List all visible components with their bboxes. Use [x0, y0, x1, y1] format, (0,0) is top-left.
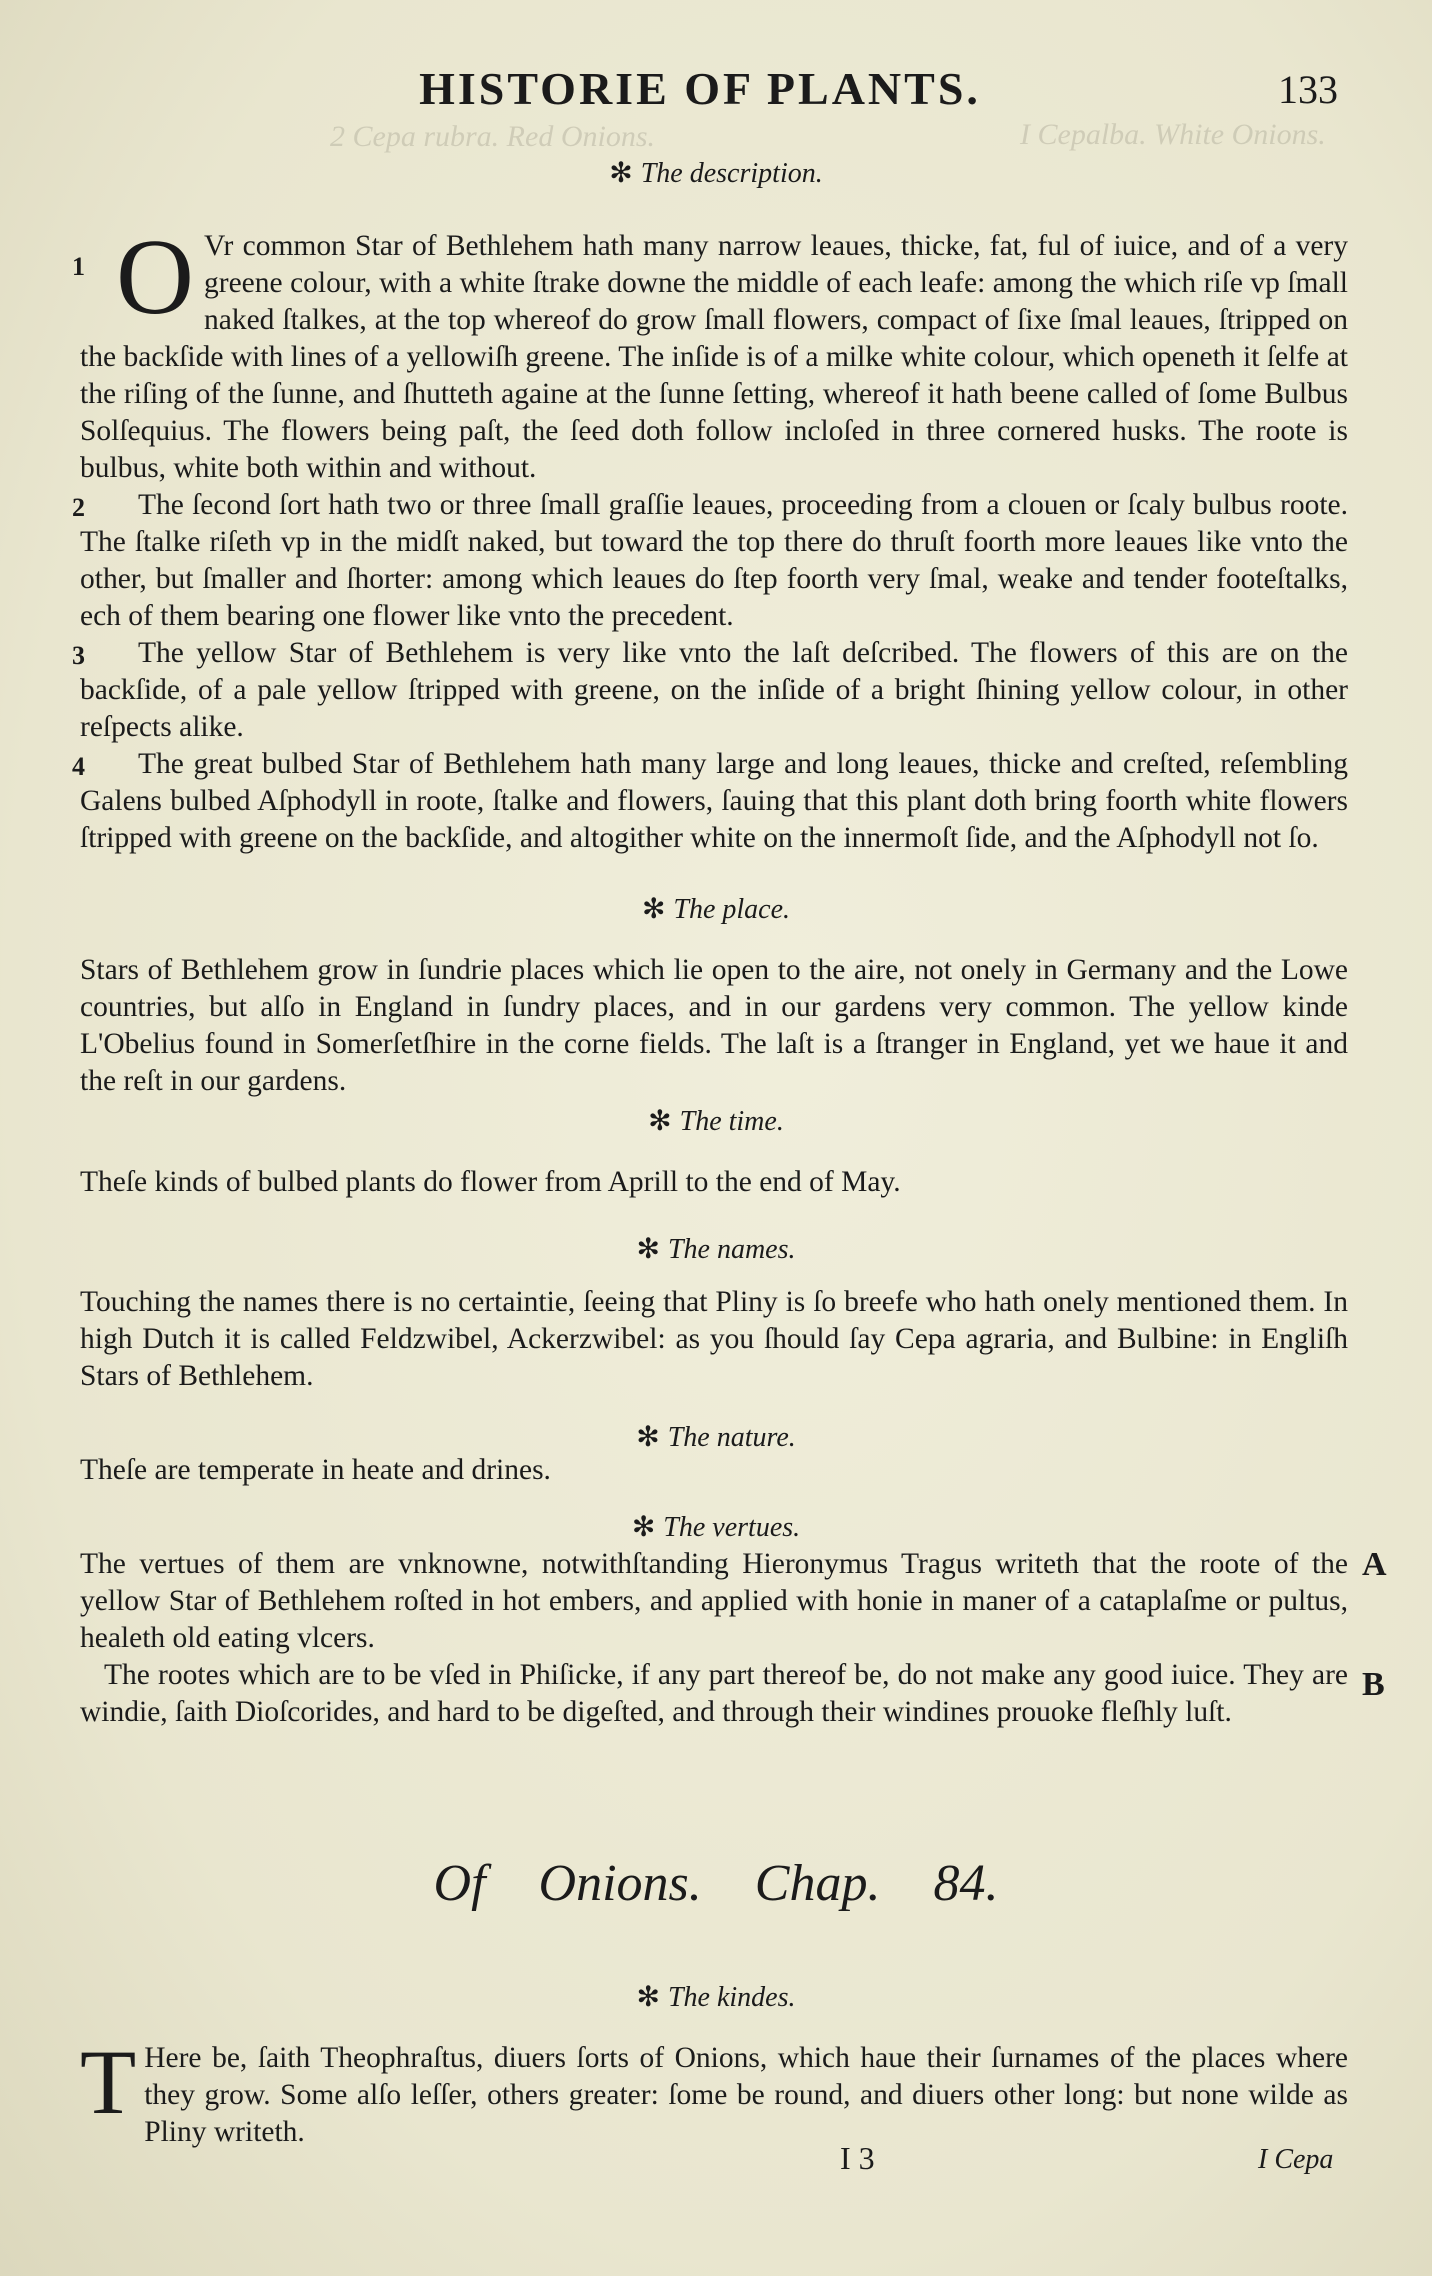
- asterism-icon: ✻: [641, 894, 666, 925]
- description-paragraph-2: 2 The ſecond ſort hath two or three ſmall graſſie leaues, proceeding from a clouen or ſcaly bulbus roote. The ſtalke riſeth vp in the midſt naked, but toward the top there do thruſt foorth more leaues like vnto the other, but ſmaller and ſhorter: among which leaues do ſtep foorth very ſmal, weake and tender footeſtalks, ech of them bearing one flower like vnto the precedent.: [72, 489, 1348, 632]
- asterism-icon: ✻: [636, 1234, 660, 1265]
- place-paragraph: Stars of Bethlehem grow in ſundrie places which lie open to the aire, not onely in Germany and the Lowe countries, but alſo in England in ſundry places, and in our gardens very common. The yellow kinde L'Obelius found in Somerſetſhire in the corne fields. The laſt is a ſtranger in England, yet we haue it and the reſt in our gardens.: [80, 954, 1348, 1097]
- catchword: I Cepa: [1258, 2144, 1334, 2175]
- section-heading-names: ✻ The names.: [636, 1234, 796, 1265]
- asterism-icon: ✻: [636, 1982, 660, 2013]
- time-paragraph: Theſe kinds of bulbed plants do flower from Aprill to the end of May.: [80, 1166, 901, 1198]
- vertues-block: [80, 1546, 1348, 1731]
- chapter-title: Of Onions.: [433, 1855, 702, 1912]
- chapter-number: Chap. 84.: [754, 1855, 999, 1912]
- section-heading-description: ✻ The description.: [609, 158, 823, 189]
- asterism-icon: ✻: [636, 1422, 660, 1453]
- kindes-paragraph: T Here be, ſaith Theophraſtus, diuers ſorts of Onions, which haue their ſurnames of the places where they grow. Some alſo leſſer, others greater: ſome be round, and diuers other long: but none wilde as Pliny writeth.: [80, 2031, 1348, 2148]
- vertues-paragraph-2: The rootes which are to be vſed in Phiſicke, if any part thereof be, do not make any good iuice. They are windie, ſaith Dioſcorides, and hard to be digeſted, and through their windines prouoke fleſhly luſt.: [80, 1659, 1348, 1728]
- margin-letter-a: A: [1362, 1546, 1387, 1583]
- description-block: [72, 218, 1348, 857]
- showthrough-left-caption: 2 Cepa rubra. Red Onions.: [330, 120, 655, 153]
- paragraph-number: 2: [72, 493, 85, 522]
- showthrough-right-caption: I Cepalba. White Onions.: [1020, 118, 1326, 151]
- description-paragraph-4: 4 The great bulbed Star of Bethlehem hath many large and long leaues, thicke and creſted, reſembling Galens bulbed Aſphodyll in roote, ſtalke and flowers, ſauing that this plant doth bring foorth white flowers ſtripped with greene on the backſide, and altogither white on the innermoſt ſide, and the Aſphodyll not ſo.: [72, 748, 1348, 854]
- page-number: 133: [1278, 67, 1338, 112]
- description-paragraph-3: 3 The yellow Star of Bethlehem is very like vnto the laſt deſcribed. The flowers of this are on the backſide, of a pale yellow ſtripped with greene, on the inſide of a bright ſhining yellow colour, in other reſpects alike.: [72, 637, 1348, 743]
- vertues-paragraph-1: The vertues of them are vnknowne, notwithſtanding Hieronymus Tragus writeth that the roote of the yellow Star of Bethlehem roſted in hot embers, and applied with honie in maner of a cataplaſme or pultus, healeth old eating vlcers.: [80, 1548, 1348, 1654]
- nature-paragraph: Theſe are temperate in heate and drines.: [80, 1454, 551, 1486]
- section-heading-vertues: ✻ The vertues.: [631, 1512, 801, 1543]
- description-paragraph-1: 1 O Vr common Star of Bethlehem hath many narrow leaues, thicke, fat, ful of iuice, and of a very greene colour, with a white ſtrake downe the middle of each leafe: among the which riſe vp ſmall naked ſtalkes, at the top whereof do grow ſmall flowers, compact of ſixe ſmal leaues, ſtripped on the backſide with lines of a yellowiſh greene. The inſide is of a milke white colour, which openeth it ſelfe at the riſing of the ſunne, and ſhutteth againe at the ſunne ſetting, whereof it hath beene called of ſome Bulbus Solſequius. The flowers being paſt, the ſeed doth follow incloſed in three cornered husks. The roote is bulbus, white both within and without.: [72, 218, 1348, 484]
- margin-letter-b: B: [1362, 1666, 1385, 1703]
- paragraph-number: 4: [72, 752, 85, 781]
- chapter-heading: [0, 1854, 1432, 1913]
- running-title: HISTORIE OF PLANTS.: [419, 63, 981, 114]
- section-heading-kindes: ✻ The kindes.: [636, 1982, 796, 2013]
- asterism-icon: ✻: [648, 1106, 672, 1137]
- paragraph-number: 3: [72, 641, 85, 670]
- signature-mark: I 3: [840, 2140, 875, 2176]
- asterism-icon: ✻: [609, 158, 633, 189]
- drop-capital: O: [116, 218, 194, 337]
- section-heading-nature: ✻ The nature.: [636, 1422, 796, 1453]
- section-heading-place: ✻ The place.: [641, 894, 791, 925]
- asterism-icon: ✻: [631, 1512, 656, 1543]
- paragraph-number: 1: [72, 252, 85, 281]
- drop-capital: T: [80, 2031, 137, 2133]
- names-paragraph: Touching the names there is no certaintie, ſeeing that Pliny is ſo breefe who hath onely mentioned them. In high Dutch it is called Feldzwibel, Ackerzwibel: as you ſhould ſay Cepa agraria, and Bulbine: in Engliſh Stars of Bethlehem.: [80, 1286, 1348, 1392]
- section-heading-time: ✻ The time.: [648, 1106, 784, 1137]
